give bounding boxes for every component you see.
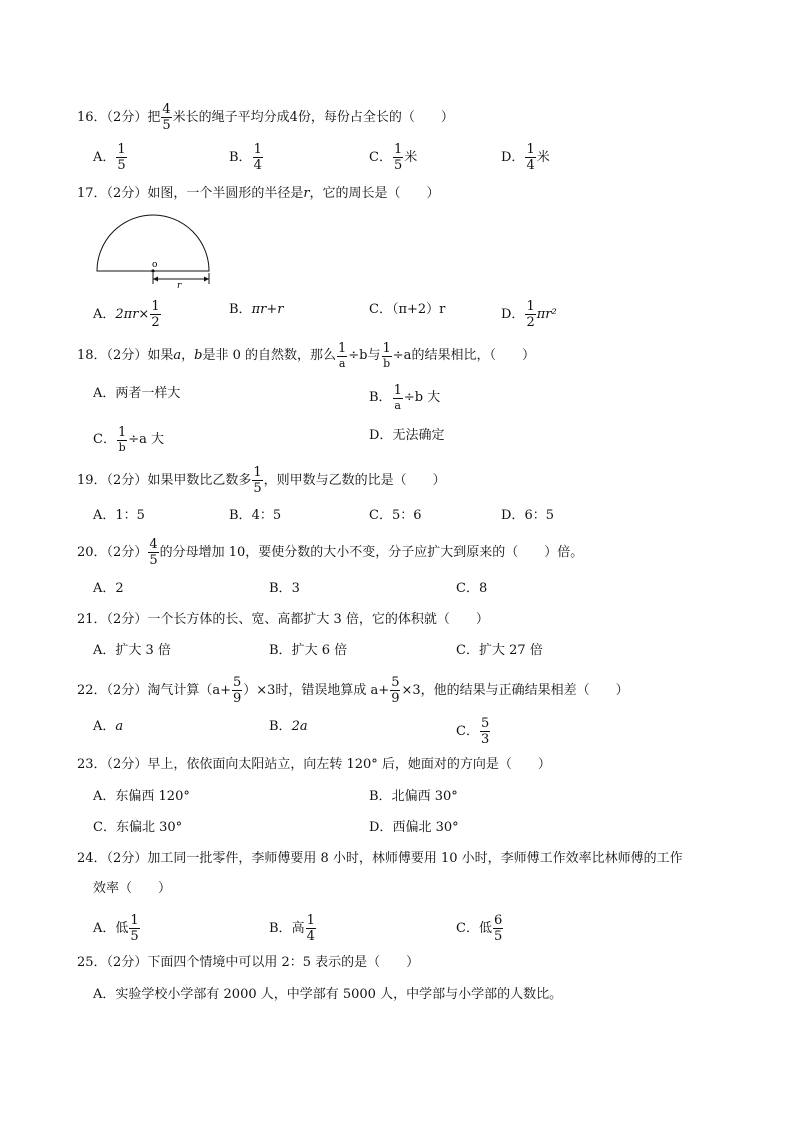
option-19-c[interactable]: C．5：6: [369, 508, 422, 523]
option-20-a[interactable]: A．2: [93, 581, 124, 596]
question-21: 21．（2分）一个长方体的长、宽、高都扩大 3 倍，它的体积就（ ）: [77, 612, 489, 627]
question-17: 17．（2分）如图，一个半圆形的半径是r，它的周长是（ ）: [77, 186, 440, 201]
option-23-c[interactable]: C．东偏北 30°: [93, 820, 183, 835]
radius-label: r: [177, 281, 182, 290]
option-19-d[interactable]: D．6：5: [501, 508, 554, 523]
option-24-b[interactable]: B．高 $\frac{1}{4}$: [269, 913, 315, 944]
option-23-d[interactable]: D．西偏北 30°: [369, 820, 459, 835]
option-18-a[interactable]: A．两者一样大: [93, 386, 181, 401]
option-17-a[interactable]: A．2πr× $\frac{1}{2}$: [93, 299, 160, 330]
option-18-d[interactable]: D．无法确定: [369, 428, 445, 443]
option-16-c[interactable]: C． $\frac{1}{5}$ 米: [369, 142, 418, 173]
option-17-c[interactable]: C．（π+2）r: [369, 302, 446, 317]
option-17-d[interactable]: D． $\frac{1}{2}$ πr²: [501, 299, 557, 330]
option-22-b[interactable]: B．2a: [269, 719, 308, 734]
option-23-b[interactable]: B．北偏西 30°: [369, 789, 458, 804]
option-19-b[interactable]: B．4：5: [229, 508, 282, 523]
option-20-b[interactable]: B．3: [269, 581, 300, 596]
option-16-b[interactable]: B． $\frac{1}{4}$: [229, 142, 262, 173]
option-25-a[interactable]: A．实验学校小学部有 2000 人，中学部有 5000 人，中学部与小学部的人数比。: [93, 987, 563, 1002]
question-24: 24．（2分）加工同一批零件，李师傅要用 8 小时，林师傅要用 10 小时，李师傅工作效率比林师傅的工作: [77, 851, 683, 866]
center-label: o: [152, 260, 158, 270]
fraction: $\frac{4}{5}$: [162, 102, 171, 133]
question-16: 16．（2分）把 $\frac{4}{5}$ 米长的绳子平均分成4份，每份占全长的（ ）: [77, 102, 454, 133]
option-22-a[interactable]: A．a: [93, 719, 124, 734]
question-22: 22．（2分）淘气计算（a+ $\frac{5}{9}$ ）×3时，错误地算成 a+ $\frac{5}{9}$ ×3，他的结果与正确结果相差（ ）: [77, 675, 629, 706]
option-21-c[interactable]: C．扩大 27 倍: [456, 643, 543, 658]
option-20-c[interactable]: C．8: [456, 581, 488, 596]
option-19-a[interactable]: A．1：5: [93, 508, 145, 523]
option-16-a[interactable]: A． $\frac{1}{5}$: [93, 142, 126, 173]
question-24-line2: 效率（ ）: [93, 881, 172, 896]
option-24-c[interactable]: C．低 $\frac{6}{5}$: [456, 913, 503, 944]
option-16-d[interactable]: D． $\frac{1}{4}$ 米: [501, 142, 550, 173]
question-23: 23．（2分）早上，依依面向太阳站立，向左转 120° 后，她面对的方向是（ ）: [77, 757, 551, 772]
question-18: 18．（2分）如果a，b是非 0 的自然数，那么 $\frac{1}{a}$ ÷b与 $\frac{1}{b}$ ÷a的结果相比，（ ）: [77, 341, 535, 370]
option-21-a[interactable]: A．扩大 3 倍: [93, 643, 171, 658]
option-18-c[interactable]: C． $\frac{1}{b}$ ÷a 大: [93, 425, 165, 454]
question-19: 19．（2分）如果甲数比乙数多 $\frac{1}{5}$ ，则甲数与乙数的比是（ ）: [77, 465, 446, 496]
semicircle-figure: [94, 212, 214, 290]
option-18-b[interactable]: B． $\frac{1}{a}$ ÷b 大: [369, 383, 441, 412]
option-24-a[interactable]: A．低 $\frac{1}{5}$: [93, 913, 139, 944]
option-22-c[interactable]: C． $\frac{5}{3}$: [456, 716, 490, 747]
question-20: 20．（2分） $\frac{4}{5}$ 的分母增加 10，要使分数的大小不变，分子应扩大到原来的（ ）倍。: [77, 537, 584, 568]
option-23-a[interactable]: A．东偏西 120°: [93, 789, 190, 804]
option-21-b[interactable]: B．扩大 6 倍: [269, 643, 348, 658]
option-17-b[interactable]: B．πr+r: [229, 302, 284, 317]
question-25: 25．（2分）下面四个情境中可以用 2：5 表示的是（ ）: [77, 955, 420, 970]
